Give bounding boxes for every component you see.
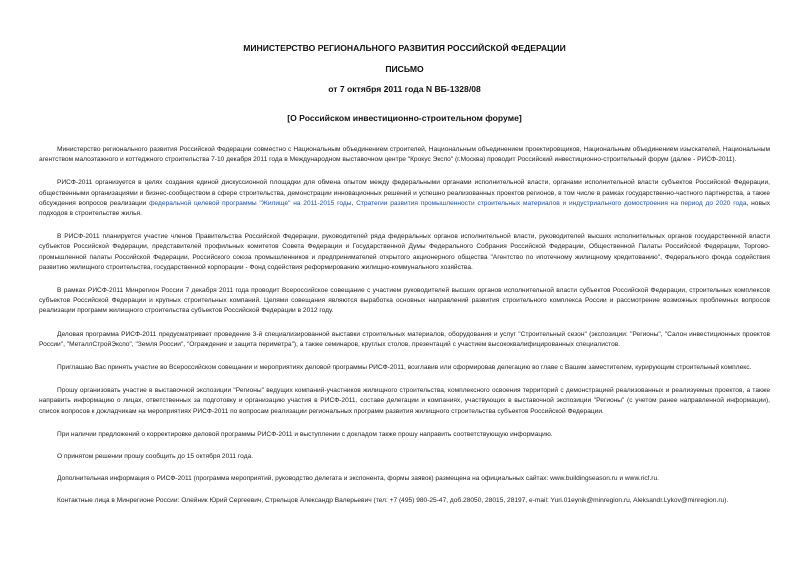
paragraph-2: [39, 178, 770, 219]
paragraph-1: Министерство регионального развития Российской Федерации совместно с Национальным объединением строителей, Национальным объединением проектировщиков, Национальным объединением изыскателей, Национальным агентством малоэтажного и коттеджного строительства 7-10 декабря 2011 года в Международном выставочном центре "Крокус Экспо" (г.Москва) проводит Российский инвестиционно-строительный форум (далее - РИСФ-2011).: [39, 146, 770, 164]
paragraph-6: Приглашаю Вас принять участие во Всероссийском совещании и мероприятиях деловой программы РИСФ-2011, возглавив или сформировав делегацию во главе с Вашим заместителем, курирующим строительный комплекс.: [57, 364, 752, 372]
paragraph-8: При наличии предложений о корректировке деловой программы РИСФ-2011 и выступлении с докладом также прошу направить соответствующую информацию.: [57, 430, 553, 438]
paragraph-5: Деловая программа РИСФ-2011 предусматривает проведение 3-й специализированной выставки строительных материалов, оборудования и услуг "Строительный сезон" (экспозиции: "Регионы", "Салон инвестиционных проектов России", "МеталлСтройЭкспо", "Земля России", "Ограждение и защита периметра"), а также семинаров, круглых столов, презентаций с участием высококвалифицированных специалистов.: [39, 330, 770, 348]
zhilishche-program-link[interactable]: федеральной целевой программы "Жилище" на 2011-2015 годы: [149, 199, 352, 207]
document-date-number: от 7 октября 2011 года N ВБ-1328/08: [328, 84, 481, 94]
paragraph-10: Дополнительная информация о РИСФ-2011 (программа мероприятий, руководство делегата и экспонента, формы заявок) размещена на официальных сайтах: www.buildingseason.ru и www.ricf.ru.: [57, 475, 659, 483]
paragraph-2-text-before: РИСФ-2011 организуется в целях создания единой дискуссионной площадки для обмена опытом между федеральными органами исполнительной власти, органами исполнительной власти субъектов Российской Федерации, общественными организациями и бизнес-сообществом в сфере строительства, демонстрации инновационных решений и успешно реализованных проектов регионов, в том числе в рамках государственно-частного партнерства, а также обсуждения вопросов реализации: [39, 179, 770, 207]
paragraph-4: В рамках РИСФ-2011 Минрегион России 7 декабря 2011 года проводит Всероссийское совещание с участием руководителей высших органов исполнительной власти субъектов Российской Федерации, строительных комплексов субъектов Российской Федерации и крупных строительных компаний. Целями совещания являются выработка основных направлений развития строительного комплекса России и рассмотрение возможных проблемных вопросов реализации программ жилищного строительства субъектов Российской Федерации в 2012 году.: [39, 287, 770, 315]
ministry-title: МИНИСТЕРСТВО РЕГИОНАЛЬНОГО РАЗВИТИЯ РОССИЙСКОЙ ФЕДЕРАЦИИ: [243, 43, 566, 53]
document-body: [39, 124, 770, 507]
paragraph-2-text-after: , новых подходов в строительстве жилья.: [39, 199, 771, 218]
document-kind: ПИСЬМО: [385, 64, 424, 74]
paragraph-11: Контактные лица в Минрегионе России: Олейник Юрий Сергеевич, Стрельцов Александр Валерьевич (тел: +7 (495) 980-25-47, доб.28050, 28015, 28197, e-mail: Yuri.01eynik@minregion.ru, Aleksandr.Lykov@minregion.ru).: [57, 497, 729, 505]
paragraph-9: О принятом решении прошу сообщить до 15 октября 2011 года.: [57, 453, 254, 461]
document-subject: [О Российском инвестиционно-строительном форуме]: [287, 113, 522, 123]
paragraph-7: Прошу организовать участие в выставочной экспозиции "Регионы" ведущих компаний-участников жилищного строительства, комплексного освоения территорий с демонстрацией реализованных и реализуемых проектов, а также направить информацию о лицах, ответственных за подготовку и организацию участия в РИСФ-2011, составе делегации и компаниях, участвующих в выставочной экспозиции "Регионы" (с учетом ранее направленной информации), список вопросов к докладчикам на мероприятиях РИСФ-2011 по вопросам реализации региональных программ развития жилищного строительства субъектов Российской Федерации.: [39, 387, 770, 415]
paragraph-3: В РИСФ-2011 планируется участие членов Правительства Российской Федерации, руководителей ряда федеральных органов исполнительной власти, руководителей высших исполнительных органов государственной власти субъектов Российской Федерации, представителей профильных комитетов Совета Федерации и Государственной Думы Федерального Собрания Российской Федерации, Общественной Палаты Российской Федерации, Торгово-промышленной палаты Российской Федерации, Российского союза промышленников и предпринимателей открытого акционерного общества "Агентство по ипотечному жилищному кредитованию", Федерального фонда содействия развитию жилищного строительства, государственной корпорации - Фонд содействия реформированию жилищно-коммунального хозяйства.: [39, 233, 770, 271]
paragraph-2-separator: ,: [351, 199, 357, 207]
building-materials-strategy-link[interactable]: Стратегии развития промышленности строительных материалов и индустриального домостроения на период до 2020 года: [356, 199, 747, 207]
